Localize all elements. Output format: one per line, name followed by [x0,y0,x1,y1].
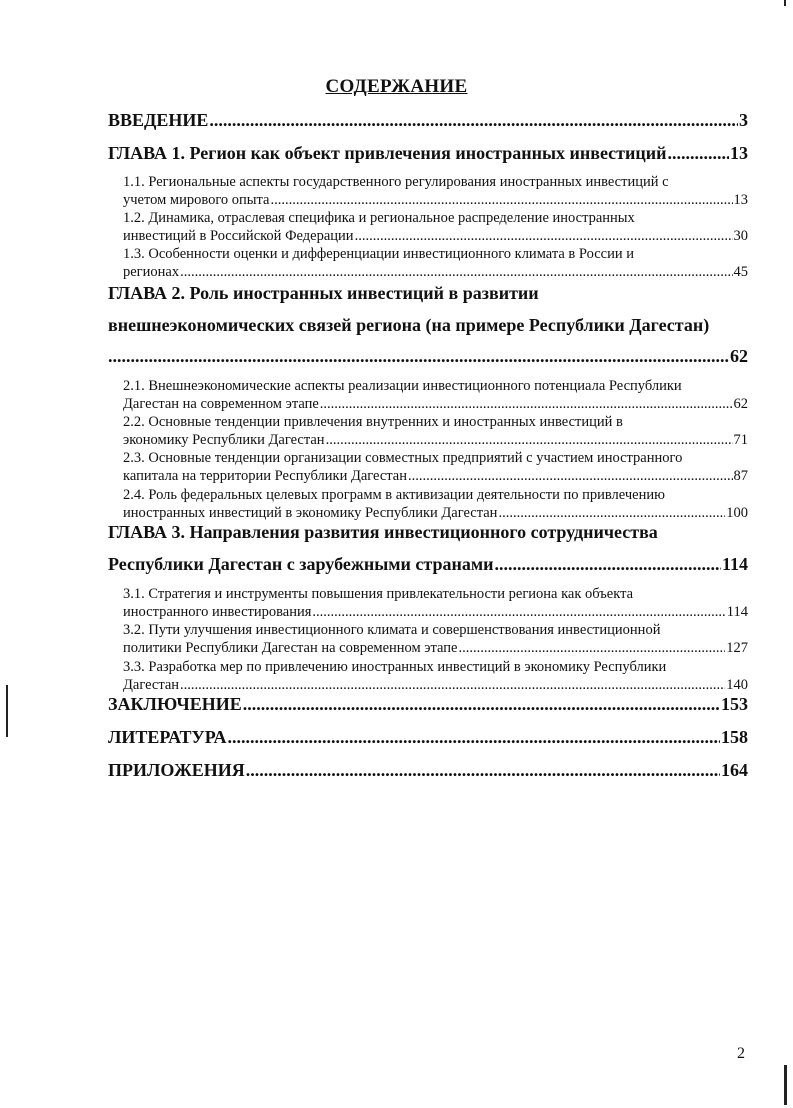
toc-page: 158 [721,727,748,747]
toc-label: политики Республики Дагестан на современном этапе [123,640,458,656]
toc-label: инвестиций в Российской Федерации [123,228,354,244]
toc-entry-section-2-1[interactable] [123,396,748,413]
dot-leader [227,727,720,748]
toc-label: капитала на территории Республики Дагестан [123,468,407,484]
dot-leader [355,228,733,245]
toc-label: иностранных инвестиций в экономику Республики Дагестан [123,505,498,521]
toc-entry-section-1-2[interactable] [123,228,748,245]
toc-entry-chapter-2[interactable] [108,346,748,367]
toc-label: ВВЕДЕНИЕ [108,110,209,130]
toc-label: Дагестан [123,677,180,693]
dot-leader [246,760,720,781]
dot-leader [667,143,729,164]
dot-leader [458,640,725,657]
toc-sub-2-3-line1: 2.3. Основные тенденции организации совместных предприятий с участием иностранного [123,450,683,466]
toc-sub-2-4-line1: 2.4. Роль федеральных целевых программ в активизации деятельности по привлечению [123,487,665,503]
toc-page: 71 [733,432,748,448]
toc-page: 62 [730,346,748,366]
toc-page: 127 [726,640,748,656]
dot-leader [320,396,733,413]
toc-chapter-2-line2: внешнеэкономических связей региона (на примере Республики Дагестан) [108,315,710,335]
toc-page: 45 [733,264,748,280]
scan-mark [6,685,8,737]
toc-entry-chapter-1[interactable] [108,143,748,164]
dot-leader [180,264,732,281]
toc-chapter-2-line1: ГЛАВА 2. Роль иностранных инвестиций в развитии [108,283,539,303]
toc-page: 87 [733,468,748,484]
toc-sub-2-2-line1: 2.2. Основные тенденции привлечения внутренних и иностранных инвестиций в [123,414,623,430]
toc-page: 62 [733,396,748,412]
toc-entry-section-2-3[interactable] [123,468,748,485]
toc-entry-section-2-2[interactable] [123,432,748,449]
toc-label: ПРИЛОЖЕНИЯ [108,760,245,780]
toc-label: учетом мирового опыта [123,192,270,208]
toc-label: Республики Дагестан с зарубежными странами [108,554,494,574]
dot-leader [209,110,738,131]
toc-page: 3 [739,110,748,130]
toc-page: 114 [726,604,748,620]
document-title: СОДЕРЖАНИЕ [325,76,468,97]
toc-page: 140 [726,677,748,693]
toc-chapter-3-line1: ГЛАВА 3. Направления развития инвестиционного сотрудничества [108,522,658,542]
toc-label: ГЛАВА 1. Регион как объект привлечения иностранных инвестиций [108,143,667,163]
toc-page: 164 [721,760,748,780]
toc-entry-appendices[interactable] [108,760,748,781]
dot-leader [408,468,733,485]
dot-leader [495,554,721,575]
page-number: 2 [737,1045,745,1062]
toc-sub-1-1-line1: 1.1. Региональные аспекты государственного регулирования иностранных инвестиций с [123,174,669,190]
toc-sub-3-1-line1: 3.1. Стратегия и инструменты повышения привлекательности региона как объекта [123,586,634,602]
toc-sub-1-2-line1: 1.2. Динамика, отраслевая специфика и региональное распределение иностранных [123,210,635,226]
toc-page: 30 [733,228,748,244]
toc-label: экономику Республики Дагестан [123,432,325,448]
toc-page: 100 [726,505,748,521]
toc-page: 114 [721,554,748,574]
dot-leader [498,505,725,522]
toc-label: регионах [123,264,180,280]
toc-label: Дагестан на современном этапе [123,396,319,412]
dot-leader [312,604,725,621]
dot-leader [271,192,733,209]
toc-entry-section-2-4[interactable] [123,505,748,522]
toc-sub-2-1-line1: 2.1. Внешнеэкономические аспекты реализации инвестиционного потенциала Республики [123,378,682,394]
toc-label: ЗАКЛЮЧЕНИЕ [108,694,242,714]
toc-label: иностранного инвестирования [123,604,312,620]
toc-page: 13 [730,143,748,163]
toc-entry-section-1-1[interactable] [123,192,748,209]
toc-entry-section-3-3[interactable] [123,677,748,694]
scan-mark [784,1065,787,1105]
toc-entry-literature[interactable] [108,727,748,748]
toc-entry-section-3-2[interactable] [123,640,748,657]
toc-entry-section-1-3[interactable] [123,264,748,281]
dot-leader [243,694,720,715]
toc-entry-introduction[interactable] [108,110,748,131]
toc-entry-chapter-3[interactable] [108,554,748,575]
toc-label: ЛИТЕРАТУРА [108,727,227,747]
toc-entry-conclusion[interactable] [108,694,748,715]
dot-leader [180,677,725,694]
scan-mark [784,0,786,6]
dot-leader [108,346,729,367]
toc-sub-1-3-line1: 1.3. Особенности оценки и дифференциации инвестиционного климата в России и [123,246,634,262]
toc-sub-3-2-line1: 3.2. Пути улучшения инвестиционного климата и совершенствования инвестиционной [123,622,661,638]
toc-page: 153 [721,694,748,714]
dot-leader [326,432,733,449]
toc-entry-section-3-1[interactable] [123,604,748,621]
toc-page: 13 [733,192,748,208]
toc-sub-3-3-line1: 3.3. Разработка мер по привлечению иностранных инвестиций в экономику Республики [123,659,667,675]
